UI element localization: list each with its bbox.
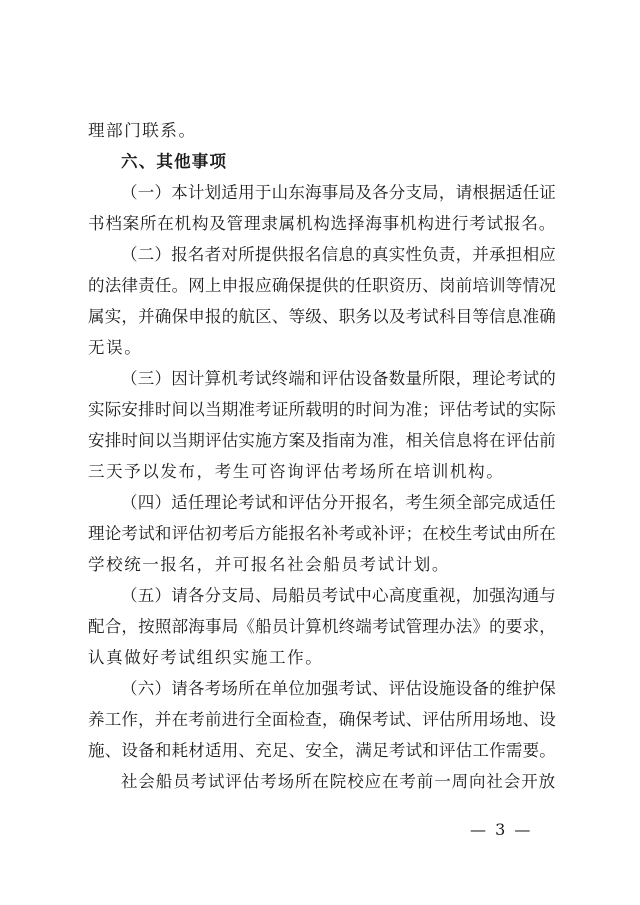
- text-line: 无误。: [88, 338, 143, 357]
- page-number: — 3 —: [470, 820, 533, 839]
- text-line: 养工作，并在考前进行全面检查，确保考试、评估所用场地、设: [88, 710, 556, 729]
- text-line: 认真做好考试组织实施工作。: [88, 648, 324, 667]
- text-line: （四）适任理论考试和评估分开报名，考生须全部完成适任: [121, 493, 556, 512]
- text-line: （六）请各考场所在单位加强考试、评估设施设备的维护保: [121, 679, 556, 698]
- text-line: 理论考试和评估初考后方能报名补考或补评；在校生考试由所在: [88, 524, 556, 543]
- text-line: （一）本计划适用于山东海事局及各分支局，请根据适任证: [121, 183, 556, 202]
- text-line: 的法律责任。网上申报应确保提供的任职资历、岗前培训等情况: [88, 276, 556, 295]
- text-line: 施、设备和耗材适用、充足、安全，满足考试和评估工作需要。: [88, 741, 556, 760]
- text-line: 书档案所在机构及管理隶属机构选择海事机构进行考试报名。: [88, 214, 556, 233]
- text-line: 学校统一报名，并可报名社会船员考试计划。: [88, 555, 450, 574]
- section-heading: 六、其他事项: [121, 152, 228, 171]
- text-line: 三天予以发布，考生可咨询评估考场所在培训机构。: [88, 462, 505, 481]
- text-line: 属实，并确保申报的航区、等级、职务以及考试科目等信息准确: [88, 307, 556, 326]
- text-line: （二）报名者对所提供报名信息的真实性负责，并承担相应: [121, 245, 556, 264]
- text-line: 安排时间以当期评估实施方案及指南为准，相关信息将在评估前: [88, 431, 556, 450]
- text-line: 实际安排时间以当期准考证所载明的时间为准；评估考试的实际: [88, 400, 556, 419]
- text-line: （五）请各分支局、局船员考试中心高度重视，加强沟通与: [121, 586, 556, 605]
- text-line: 理部门联系。: [88, 121, 197, 140]
- text-line: 社会船员考试评估考场所在院校应在考前一周向社会开放: [121, 772, 556, 791]
- text-line: （三）因计算机考试终端和评估设备数量所限，理论考试的: [121, 369, 556, 388]
- text-line: 配合，按照部海事局《船员计算机终端考试管理办法》的要求，: [88, 617, 556, 636]
